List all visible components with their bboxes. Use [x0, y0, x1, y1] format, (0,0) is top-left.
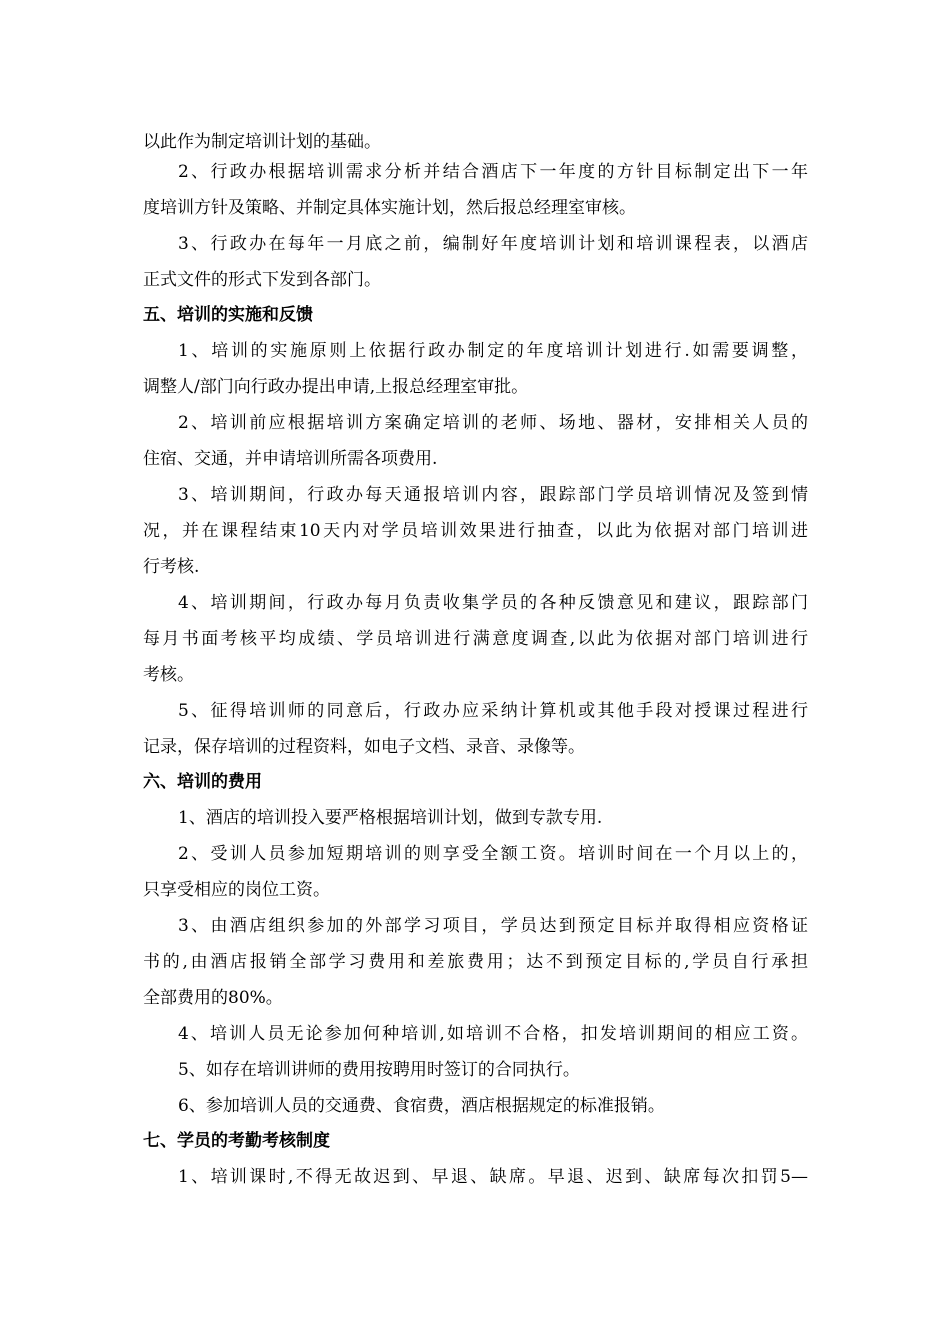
paragraph-line: 3、培训期间，行政办每天通报培训内容，跟踪部门学员培训情况及签到情 [178, 485, 808, 505]
paragraph-line: 考核。 [143, 665, 194, 685]
paragraph-line: 5、征得培训师的同意后，行政办应采纳计算机或其他手段对授课过程进行 [178, 701, 808, 721]
paragraph-line: 正式文件的形式下发到各部门。 [143, 270, 381, 290]
paragraph-line: 1、酒店的培训投入要严格根据培训计划，做到专款专用. [178, 808, 603, 828]
section-heading: 六、培训的费用 [143, 772, 262, 792]
paragraph-line: 调整人/部门向行政办提出申请,上报总经理室审批。 [143, 377, 529, 397]
paragraph-line: 3、行政办在每年一月底之前，编制好年度培训计划和培训课程表，以酒店 [178, 234, 808, 254]
paragraph-line: 以此作为制定培训计划的基础。 [143, 132, 381, 152]
paragraph-line: 全部费用的80%。 [143, 988, 283, 1008]
section-heading: 五、培训的实施和反馈 [143, 305, 313, 325]
paragraph-line: 5、如存在培训讲师的费用按聘用时签订的合同执行。 [178, 1060, 580, 1080]
paragraph-line: 6、参加培训人员的交通费、食宿费，酒店根据规定的标准报销。 [178, 1096, 665, 1116]
paragraph-line: 2、培训前应根据培训方案确定培训的老师、场地、器材，安排相关人员的 [178, 413, 808, 433]
paragraph-line: 3、由酒店组织参加的外部学习项目，学员达到预定目标并取得相应资格证 [178, 916, 808, 936]
paragraph-line: 4、培训期间，行政办每月负责收集学员的各种反馈意见和建议，跟踪部门 [178, 593, 808, 613]
paragraph-line: 只享受相应的岗位工资。 [143, 880, 330, 900]
paragraph-line: 书的,由酒店报销全部学习费用和差旅费用；达不到预定目标的,学员自行承担 [143, 952, 808, 972]
paragraph-line: 度培训方针及策略、并制定具体实施计划，然后报总经理室审核。 [143, 198, 636, 218]
paragraph-line: 1、培训课时,不得无故迟到、早退、缺席。早退、迟到、缺席每次扣罚5— [178, 1167, 808, 1187]
paragraph-line: 况，并在课程结束10天内对学员培训效果进行抽查，以此为依据对部门培训进 [143, 521, 808, 541]
paragraph-line: 每月书面考核平均成绩、学员培训进行满意度调查,以此为依据对部门培训进行 [143, 629, 808, 649]
paragraph-line: 1、培训的实施原则上依据行政办制定的年度培训计划进行.如需要调整， [178, 341, 808, 361]
paragraph-line: 2、行政办根据培训需求分析并结合酒店下一年度的方针目标制定出下一年 [178, 162, 808, 182]
paragraph-line: 4、培训人员无论参加何种培训,如培训不合格，扣发培训期间的相应工资。 [178, 1024, 808, 1044]
paragraph-line: 住宿、交通，并申请培训所需各项费用. [143, 449, 438, 469]
paragraph-line: 2、受训人员参加短期培训的则享受全额工资。培训时间在一个月以上的， [178, 844, 808, 864]
paragraph-line: 记录，保存培训的过程资料，如电子文档、录音、录像等。 [143, 737, 585, 757]
section-heading: 七、学员的考勤考核制度 [143, 1131, 330, 1151]
paragraph-line: 行考核. [143, 557, 200, 577]
